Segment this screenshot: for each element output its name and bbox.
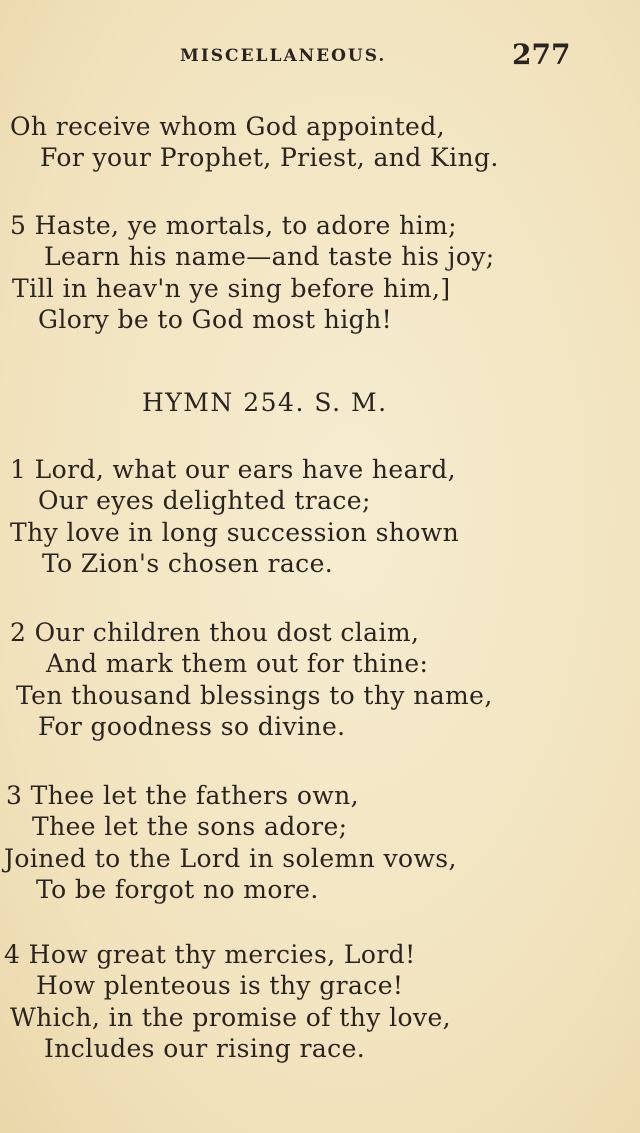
verse-line: Includes our rising race. (44, 1034, 366, 1063)
verse-line: For your Prophet, Priest, and King. (40, 143, 499, 172)
verse-line: Which, in the promise of thy love, (10, 1003, 451, 1032)
running-head: MISCELLANEOUS. (180, 46, 387, 66)
verse-line: For goodness so divine. (38, 712, 346, 741)
verse-line: 5 Haste, ye mortals, to adore him; (10, 211, 457, 240)
verse-line: To be forgot no more. (36, 875, 319, 904)
verse-line: Thee let the sons adore; (32, 812, 348, 841)
verse-line: Oh receive whom God appointed, (10, 112, 445, 141)
verse-line: Joined to the Lord in solemn vows, (4, 844, 457, 873)
verse-line: And mark them out for thine: (46, 649, 429, 678)
page-number: 277 (512, 38, 571, 71)
verse-line: Learn his name—and taste his joy; (44, 242, 495, 271)
page-header (0, 38, 640, 78)
verse-line: Our eyes delighted trace; (38, 486, 371, 515)
verse-line: 3 Thee let the fathers own, (6, 781, 359, 810)
verse-line: How plenteous is thy grace! (36, 971, 404, 1000)
verse-line: 1 Lord, what our ears have heard, (10, 455, 457, 484)
verse-line: Ten thousand blessings to thy name, (16, 681, 493, 710)
verse-line: 2 Our children thou dost claim, (10, 618, 420, 647)
verse-line: 4 How great thy mercies, Lord! (4, 940, 416, 969)
verse-line: Glory be to God most high! (38, 305, 393, 334)
verse-line: Thy love in long succession shown (10, 518, 460, 547)
verse-line: Till in heav'n ye sing before him,] (12, 274, 451, 303)
verse-line: To Zion's chosen race. (42, 549, 334, 578)
hymn-title: HYMN 254. S. M. (142, 388, 388, 417)
